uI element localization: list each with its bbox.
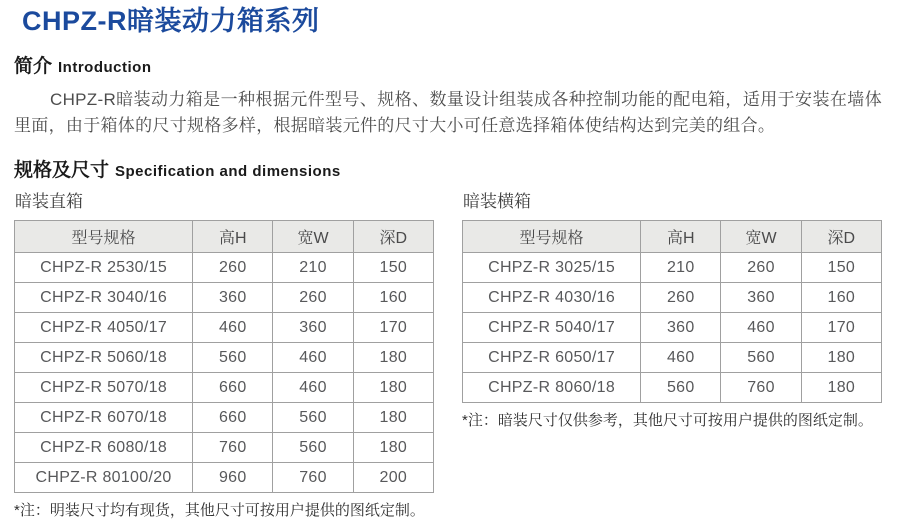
dimension-cell: 170 [801, 313, 881, 343]
intro-heading-zh: 简介 [14, 56, 53, 77]
tables-row [14, 191, 882, 521]
page-title: CHPZ-R暗装动力箱系列 [22, 6, 320, 36]
dimension-cell: 210 [641, 253, 721, 283]
vertical-box-table-title: 暗装直箱 [15, 192, 83, 211]
model-cell: CHPZ-R 3040/16 [15, 283, 193, 313]
model-cell: CHPZ-R 5070/18 [15, 373, 193, 403]
dimension-cell: 200 [353, 463, 433, 493]
dimension-cell: 260 [721, 253, 801, 283]
dimension-cell: 460 [721, 313, 801, 343]
dimension-cell: 560 [641, 373, 721, 403]
dimension-cell: 150 [801, 253, 881, 283]
dimension-cell: 560 [273, 433, 353, 463]
dimension-cell: 660 [193, 373, 273, 403]
table-row [15, 373, 434, 403]
model-cell: CHPZ-R 4030/16 [463, 283, 641, 313]
column-header: 深D [353, 221, 433, 253]
spec-heading-en: Specification and dimensions [115, 163, 341, 180]
column-header: 高H [641, 221, 721, 253]
model-cell: CHPZ-R 5060/18 [15, 343, 193, 373]
dimension-cell: 560 [193, 343, 273, 373]
spec-heading-zh: 规格及尺寸 [14, 160, 110, 181]
intro-heading-en: Introduction [58, 59, 152, 76]
table-row [15, 253, 434, 283]
dimension-cell: 560 [273, 403, 353, 433]
model-cell: CHPZ-R 6070/18 [15, 403, 193, 433]
dimension-cell: 960 [193, 463, 273, 493]
dimension-cell: 760 [193, 433, 273, 463]
dimension-cell: 460 [273, 343, 353, 373]
dimension-cell: 460 [193, 313, 273, 343]
table-row [15, 403, 434, 433]
model-cell: CHPZ-R 80100/20 [15, 463, 193, 493]
table-row [463, 343, 882, 373]
table-header-row [15, 221, 434, 253]
column-header: 宽W [273, 221, 353, 253]
dimension-cell: 260 [273, 283, 353, 313]
dimension-cell: 150 [353, 253, 433, 283]
table-row [463, 373, 882, 403]
dimension-cell: 360 [641, 313, 721, 343]
model-cell: CHPZ-R 4050/17 [15, 313, 193, 343]
dimension-cell: 360 [721, 283, 801, 313]
dimension-cell: 180 [801, 343, 881, 373]
table-row [15, 313, 434, 343]
column-header: 深D [801, 221, 881, 253]
dimension-cell: 760 [721, 373, 801, 403]
dimension-cell: 180 [353, 433, 433, 463]
horizontal-box-table-title: 暗装横箱 [463, 192, 531, 211]
model-cell: CHPZ-R 8060/18 [463, 373, 641, 403]
dimension-cell: 160 [801, 283, 881, 313]
dimension-cell: 210 [273, 253, 353, 283]
dimension-cell: 660 [193, 403, 273, 433]
column-header: 型号规格 [15, 221, 193, 253]
dimension-cell: 180 [801, 373, 881, 403]
vertical-box-note: *注：明装尺寸均有现货，其他尺寸可按用户提供的图纸定制。 [14, 502, 425, 519]
dimension-cell: 360 [273, 313, 353, 343]
table-row [15, 343, 434, 373]
column-header: 高H [193, 221, 273, 253]
table-row [463, 283, 882, 313]
horizontal-box-table [462, 220, 882, 403]
model-cell: CHPZ-R 3025/15 [463, 253, 641, 283]
intro-paragraph: CHPZ-R暗装动力箱是一种根据元件型号、规格、数量设计组装成各种控制功能的配电箱，适用于安装在墙体里面，由于箱体的尺寸规格多样，根据暗装元件的尺寸大小可任意选择箱体使结构达到完美的组合。 [14, 90, 882, 135]
table-row [15, 433, 434, 463]
column-header: 宽W [721, 221, 801, 253]
table-row [463, 313, 882, 343]
model-cell: CHPZ-R 2530/15 [15, 253, 193, 283]
dimension-cell: 260 [641, 283, 721, 313]
table-header-row [463, 221, 882, 253]
dimension-cell: 360 [193, 283, 273, 313]
dimension-cell: 180 [353, 373, 433, 403]
spec-heading [14, 155, 882, 182]
model-cell: CHPZ-R 6050/17 [463, 343, 641, 373]
dimension-cell: 180 [353, 403, 433, 433]
dimension-cell: 260 [193, 253, 273, 283]
dimension-cell: 560 [721, 343, 801, 373]
vertical-box-section [14, 191, 434, 521]
model-cell: CHPZ-R 6080/18 [15, 433, 193, 463]
column-header: 型号规格 [463, 221, 641, 253]
dimension-cell: 460 [641, 343, 721, 373]
table-row [15, 283, 434, 313]
vertical-box-table [14, 220, 434, 493]
dimension-cell: 170 [353, 313, 433, 343]
dimension-cell: 760 [273, 463, 353, 493]
dimension-cell: 160 [353, 283, 433, 313]
horizontal-box-section [462, 191, 882, 431]
dimension-cell: 460 [273, 373, 353, 403]
table-row [463, 253, 882, 283]
dimension-cell: 180 [353, 343, 433, 373]
model-cell: CHPZ-R 5040/17 [463, 313, 641, 343]
table-row [15, 463, 434, 493]
intro-heading [14, 51, 882, 78]
horizontal-box-note: *注：暗装尺寸仅供参考，其他尺寸可按用户提供的图纸定制。 [462, 412, 873, 429]
